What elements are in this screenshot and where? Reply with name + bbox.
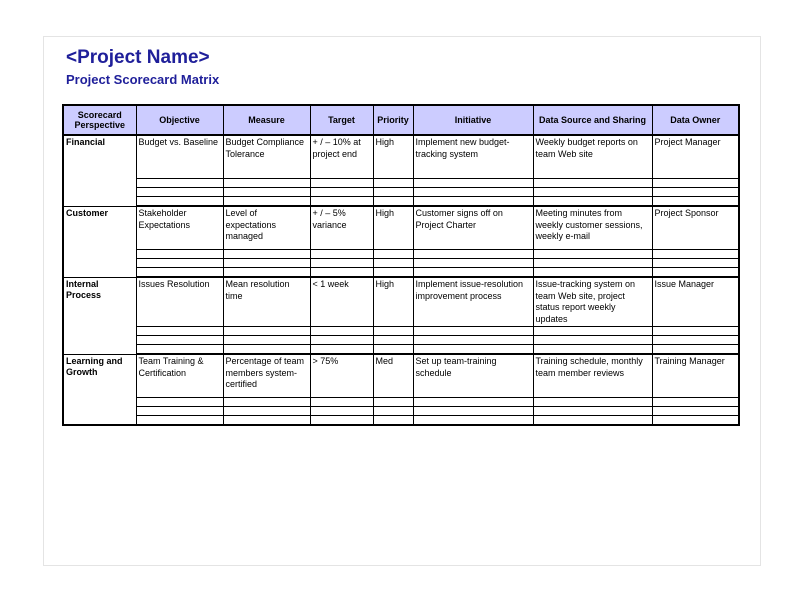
- empty-cell: [223, 197, 310, 207]
- cell-priority: High: [373, 135, 413, 179]
- empty-cell: [373, 327, 413, 336]
- empty-cell: [652, 250, 739, 259]
- empty-cell: [223, 336, 310, 345]
- empty-cell: [413, 398, 533, 407]
- cell-initiative: Implement new budget-tracking system: [413, 135, 533, 179]
- empty-cell: [533, 179, 652, 188]
- empty-cell: [373, 188, 413, 197]
- empty-row: [63, 268, 739, 278]
- cell-data-owner: Training Manager: [652, 354, 739, 398]
- header-priority: Priority: [373, 105, 413, 135]
- empty-cell: [223, 345, 310, 355]
- empty-row: [63, 197, 739, 207]
- header-data-source: Data Source and Sharing: [533, 105, 652, 135]
- empty-cell: [533, 250, 652, 259]
- cell-data-source: Issue-tracking system on team Web site, project status report weekly updates: [533, 277, 652, 327]
- header-row: [63, 105, 739, 135]
- empty-cell: [413, 268, 533, 278]
- empty-cell: [413, 336, 533, 345]
- cell-objective: Team Training & Certification: [136, 354, 223, 398]
- cell-measure: Percentage of team members system-certified: [223, 354, 310, 398]
- empty-cell: [373, 416, 413, 426]
- empty-cell: [223, 268, 310, 278]
- cell-objective: Issues Resolution: [136, 277, 223, 327]
- cell-initiative: Set up team-training schedule: [413, 354, 533, 398]
- empty-cell: [310, 336, 373, 345]
- empty-row: [63, 188, 739, 197]
- cell-data-source: Weekly budget reports on team Web site: [533, 135, 652, 179]
- cell-initiative: Customer signs off on Project Charter: [413, 206, 533, 250]
- header-initiative: Initiative: [413, 105, 533, 135]
- empty-cell: [223, 407, 310, 416]
- cell-data-source: Training schedule, monthly team member reviews: [533, 354, 652, 398]
- scorecard-subtitle: Project Scorecard Matrix: [66, 72, 220, 87]
- empty-cell: [652, 179, 739, 188]
- empty-cell: [373, 179, 413, 188]
- cell-priority: High: [373, 277, 413, 327]
- project-name-title: <Project Name>: [66, 47, 210, 68]
- scorecard-row: [63, 277, 739, 327]
- empty-cell: [533, 259, 652, 268]
- empty-cell: [223, 416, 310, 426]
- cell-target: + / – 5% variance: [310, 206, 373, 250]
- empty-cell: [652, 259, 739, 268]
- cell-perspective: Internal Process: [63, 277, 136, 354]
- empty-cell: [533, 188, 652, 197]
- empty-cell: [310, 407, 373, 416]
- empty-cell: [136, 407, 223, 416]
- empty-cell: [533, 336, 652, 345]
- empty-cell: [310, 259, 373, 268]
- cell-data-source: Meeting minutes from weekly customer sessions, weekly e-mail: [533, 206, 652, 250]
- empty-cell: [533, 327, 652, 336]
- empty-cell: [413, 407, 533, 416]
- empty-cell: [310, 250, 373, 259]
- empty-cell: [413, 416, 533, 426]
- empty-cell: [413, 259, 533, 268]
- cell-measure: Budget Compliance Tolerance: [223, 135, 310, 179]
- empty-cell: [652, 197, 739, 207]
- empty-cell: [413, 345, 533, 355]
- empty-cell: [136, 336, 223, 345]
- empty-cell: [223, 259, 310, 268]
- empty-cell: [373, 268, 413, 278]
- empty-row: [63, 250, 739, 259]
- empty-cell: [373, 407, 413, 416]
- cell-perspective: Customer: [63, 206, 136, 277]
- cell-initiative: Implement issue-resolution improvement process: [413, 277, 533, 327]
- cell-data-owner: Project Sponsor: [652, 206, 739, 250]
- empty-cell: [652, 407, 739, 416]
- empty-cell: [136, 416, 223, 426]
- cell-data-owner: Project Manager: [652, 135, 739, 179]
- header-measure: Measure: [223, 105, 310, 135]
- empty-cell: [533, 416, 652, 426]
- empty-cell: [223, 327, 310, 336]
- empty-cell: [310, 197, 373, 207]
- empty-cell: [310, 327, 373, 336]
- empty-cell: [652, 268, 739, 278]
- empty-row: [63, 179, 739, 188]
- empty-cell: [652, 336, 739, 345]
- cell-target: < 1 week: [310, 277, 373, 327]
- empty-cell: [373, 345, 413, 355]
- empty-cell: [373, 398, 413, 407]
- empty-cell: [652, 345, 739, 355]
- cell-priority: Med: [373, 354, 413, 398]
- empty-cell: [223, 188, 310, 197]
- empty-cell: [223, 398, 310, 407]
- empty-cell: [413, 197, 533, 207]
- cell-data-owner: Issue Manager: [652, 277, 739, 327]
- empty-cell: [533, 345, 652, 355]
- header-objective: Objective: [136, 105, 223, 135]
- scorecard-matrix-table: [62, 104, 740, 426]
- empty-cell: [652, 188, 739, 197]
- empty-row: [63, 416, 739, 426]
- cell-priority: High: [373, 206, 413, 250]
- header-target: Target: [310, 105, 373, 135]
- empty-cell: [533, 197, 652, 207]
- empty-cell: [136, 188, 223, 197]
- empty-cell: [413, 250, 533, 259]
- empty-cell: [223, 250, 310, 259]
- empty-cell: [652, 416, 739, 426]
- empty-cell: [136, 345, 223, 355]
- empty-row: [63, 336, 739, 345]
- empty-cell: [136, 179, 223, 188]
- empty-cell: [373, 259, 413, 268]
- scorecard-row: [63, 354, 739, 398]
- empty-cell: [373, 197, 413, 207]
- empty-cell: [310, 179, 373, 188]
- empty-cell: [373, 250, 413, 259]
- empty-cell: [136, 197, 223, 207]
- empty-cell: [310, 268, 373, 278]
- empty-cell: [136, 327, 223, 336]
- empty-row: [63, 407, 739, 416]
- empty-cell: [310, 345, 373, 355]
- cell-target: + / – 10% at project end: [310, 135, 373, 179]
- cell-objective: Budget vs. Baseline: [136, 135, 223, 179]
- empty-cell: [533, 398, 652, 407]
- empty-cell: [310, 416, 373, 426]
- empty-cell: [136, 398, 223, 407]
- empty-cell: [413, 179, 533, 188]
- empty-cell: [652, 327, 739, 336]
- empty-cell: [533, 268, 652, 278]
- cell-objective: Stakeholder Expectations: [136, 206, 223, 250]
- empty-cell: [533, 407, 652, 416]
- empty-cell: [373, 336, 413, 345]
- empty-row: [63, 345, 739, 355]
- empty-row: [63, 259, 739, 268]
- matrix-body: [63, 135, 739, 425]
- cell-perspective: Financial: [63, 135, 136, 206]
- empty-cell: [413, 188, 533, 197]
- empty-row: [63, 398, 739, 407]
- scorecard-row: [63, 135, 739, 179]
- cell-perspective: Learning and Growth: [63, 354, 136, 425]
- header-data-owner: Data Owner: [652, 105, 739, 135]
- empty-row: [63, 327, 739, 336]
- empty-cell: [413, 327, 533, 336]
- empty-cell: [652, 398, 739, 407]
- empty-cell: [136, 268, 223, 278]
- cell-target: > 75%: [310, 354, 373, 398]
- header-scorecard-perspective: Scorecard Perspective: [63, 105, 136, 135]
- cell-measure: Level of expectations managed: [223, 206, 310, 250]
- empty-cell: [310, 398, 373, 407]
- cell-measure: Mean resolution time: [223, 277, 310, 327]
- empty-cell: [136, 259, 223, 268]
- empty-cell: [310, 188, 373, 197]
- scorecard-row: [63, 206, 739, 250]
- empty-cell: [136, 250, 223, 259]
- empty-cell: [223, 179, 310, 188]
